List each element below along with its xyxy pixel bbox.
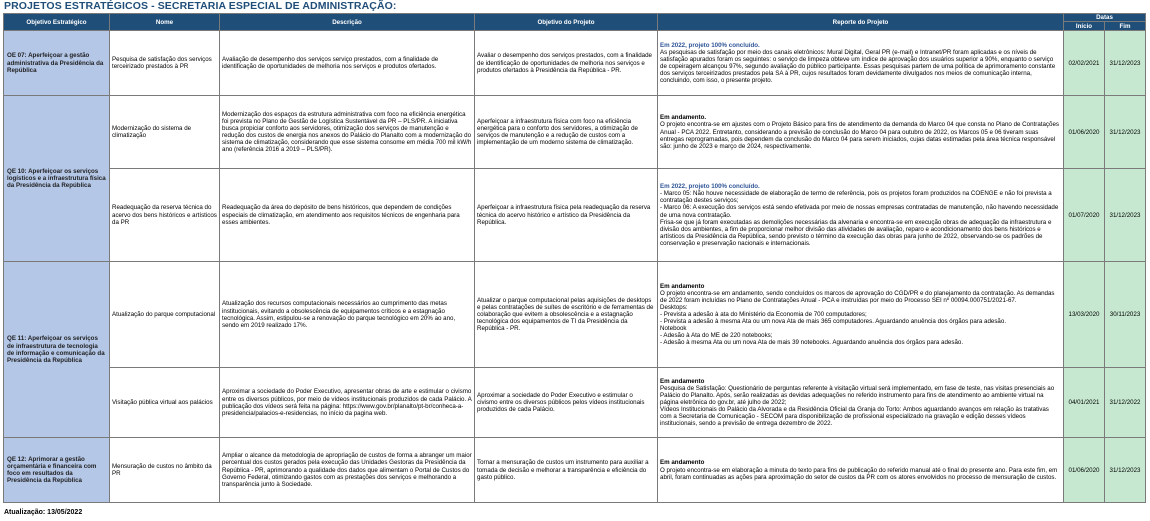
project-objective: Avaliar o desempenho dos serviços prestados, com a finalidade de identificação de oportunidades de melhoria nos serviços e produtos ofertados à Presidência da República - PR. (475, 31, 658, 96)
project-objective: Atualizar o parque computacional pelas aquisições de desktops e pelas contratações de suítes de escritório e de ferramentas de colaboração que evitem a obsolescência e a estagnação tecnológica dos equipamentos de TI da Presidência da República - PR. (475, 262, 658, 368)
project-objective: Aperfeiçoar a infraestrutura física com foco na eficiência energética para o conforto dos servidores, a otimização de serviços de manutenção e a redução de custos com a implementação de um moderno sistema de climatização. (475, 96, 658, 169)
project-name: Readequação da reserva técnica do acervo dos bens históricos e artísticos da PR (110, 169, 220, 262)
report-text: - Prevista a adesão à ata do Ministério da Economia de 700 computadores; (660, 311, 867, 319)
report-text: - Adesão à mesma Ata ou um nova Ata de mais 39 notebooks. Aguardando anuência dos órgãos para adesão. (660, 339, 964, 347)
report-status: Em andamento (660, 282, 705, 290)
project-description: Atualização dos recursos computacionais necessários ao cumprimento das metas institucionais, evitando a obsolescência de equipamentos críticos e a estagnação tecnológica. Assim, estipulou-se a renovação do parque tecnológico em 20% ao ano, sendo em 2019 realizado 17%. (220, 262, 475, 368)
project-report (658, 368, 1064, 438)
header-reporte: Reporte do Projeto (658, 14, 1064, 31)
start-date: 01/06/2020 (1064, 96, 1105, 169)
end-date: 31/12/2023 (1105, 169, 1146, 262)
report-text: Notebook (660, 325, 687, 333)
project-name: Visitação pública virtual aos palácios (110, 368, 220, 438)
update-footer: Atualização: 13/05/2022 (4, 509, 83, 516)
projects-table (3, 13, 1146, 503)
table-row (4, 96, 1146, 169)
report-status: Em andamento. (660, 114, 707, 122)
report-text: Desktops: (660, 303, 688, 311)
project-description: Modernização dos espaços da estrutura administrativa com foco na eficiência energética foi prevista no Plano de Gestão de Logística Sustentável da PR – PLS/PR. A iniciativa busca propiciar conforto aos servidores, otimização dos serviços de manutenção e redução dos custos de energia nos anexos do Palácio do Planalto com a modernização do sistema de climatização, considerando que esse sistema consome em média 700 mil kW/h ano (referência 2016 a 2019 – PLS/PR). (220, 96, 475, 169)
objective-cell: QE 12: Aprimorar a gestão orçamentária e financeira com foco em resultados da Presidência da República (4, 438, 110, 503)
project-description: Aproximar a sociedade do Poder Executivo, apresentar obras de arte e estimular o civismo entre os diversos públicos, por meio de vídeos institucionais produzidos de cada Palácio. A publicação dos vídeos será feita na página: https://www.gov.br/planalto/pt-br/conheca-a-presidencia/palacios-e-residencias, no início da pagina web. (220, 368, 475, 438)
objective-cell: QE 11: Aperfeiçoar os serviços de infraestrutura de tecnologia de informação e comunicação da Presidência da República (4, 262, 110, 438)
start-date: 04/01/2021 (1064, 368, 1105, 438)
project-objective: Aperfeiçoar a infraestrutura física pela readequação da reserva técnica do acervo histórico e artístico da Presidência da República. (475, 169, 658, 262)
project-description: Ampliar o alcance da metodologia de apropriação de custos de forma a abranger um maior percentual dos custos gerados pela execução das Unidades Gestoras da Presidência da República - PR, aprimorando a qualidade dos dados que alimentam o Portal de Custos do Governo Federal, otimizando gastos com as prestações dos serviços e melhorando a transparência junto à Sociedade. (220, 438, 475, 503)
project-name: Pesquisa de satisfação dos serviços terceirizado prestados à PR (110, 31, 220, 96)
table-row (4, 31, 1146, 96)
table-row (4, 368, 1146, 438)
header-descricao: Descrição (220, 14, 475, 31)
start-date: 02/02/2021 (1064, 31, 1105, 96)
project-report (658, 169, 1064, 262)
end-date: 30/11/2023 (1105, 262, 1146, 368)
report-text: Vídeos Institucionais do Palácio da Alvorada e da Residência Oficial da Granja do Torto: Ambos aguardando avanços em relação às tratativas com a Secretaria de Comunicação - SECOM para disponibilização de profissional especializado na gravação e edição desses vídeos institucionais, sendo a previsão de entrega dezembro de 2022. (660, 406, 1049, 428)
report-text: As pesquisas de satisfação por meio dos canais eletrônicos: Mural Digital, Geral PR (e-mail) e Intranet/PR foram aplicadas e os níveis de satisfação apurados foram os seguintes: o serviço de limpeza obteve um índice de aprovação dos usuários superior a 90%, enquanto o serviço de copeiragem alcançou 97%, segundo avaliação do público participante. Essas pesquisas partem de uma política de aprimoramento constante dos serviços terceirizados prestados pela SA à PR, cujos resultados foram devidamente divulgados nos meios de comunicação interna, concluindo, com isso, o presente projeto. (660, 48, 1056, 85)
project-name: Mensuração de custos no âmbito da PR (110, 438, 220, 503)
table-row (4, 169, 1146, 262)
report-status: Em andamento (660, 377, 705, 385)
project-name: Modernização do sistema de climatização (110, 96, 220, 169)
project-name: Atualização do parque computacional (110, 262, 220, 368)
report-text: Pesquisa de Satisfação: Questionário de perguntas referente à visitação virtual será implementado, em fase de teste, nas visitas presenciais ao Palácio do Planalto. Após, serão realizadas as devidas adequações no referido instrumento para fins de atendimento ao ambiente virtual na página eletrônica do gov.br, até julho de 2022; (660, 384, 1055, 407)
report-text: - Marco 05: Não houve necessidade de elaboração de termo de referência, pois os projetos foram produzidos na COENGE e não foi prevista a contratação destes serviços; (660, 190, 1052, 205)
header-datas: Datas (1064, 14, 1146, 22)
report-text: - Adesão à Ata do ME de 220 notebooks; (660, 332, 773, 340)
end-date: 31/12/2023 (1105, 96, 1146, 169)
project-objective: Aproximar a sociedade do Poder Executivo e estimular o civismo entre os diversos públicos pelos vídeos institucionais produzidos de cada Palácio. (475, 368, 658, 438)
objective-cell: OE 07: Aperfeiçoar a gestão administrativa da Presidência da República (4, 31, 110, 96)
project-report (658, 438, 1064, 503)
table-row (4, 438, 1146, 503)
header-objetivo-estrategico: Objetivo Estratégico (4, 14, 110, 31)
project-report (658, 262, 1064, 368)
report-status: Em 2022, projeto 100% concluído. (660, 183, 760, 191)
report-text: - Prevista a adesão à mesma Ata ou um nova Ata de mais 365 computadores. Aguardando anuência dos órgãos para adesão. (660, 318, 1007, 326)
project-description: Avaliação de desempenho dos serviços serviço prestados, com a finalidade de identificação de oportunidades de melhoria nos serviços e produtos ofertados. (220, 31, 475, 96)
header-fim: Fim (1105, 22, 1146, 31)
end-date: 31/12/2023 (1105, 438, 1146, 503)
report-text: Frisa-se que já foram executadas as demolições necessárias da alvenaria e encontra-se em execução obras de adequação da infraestrutura e divisão dos ambientes, a fim de proporcionar melhor divisão das atividades de avaliação, reparo e acondicionamento dos bens históricos e artísticos da Presidência da República, sendo previsto o término da execução das obras para junho de 2022, observando-se os padrões de conservação e preservação nacionais e internacionais. (660, 218, 1052, 247)
start-date: 13/03/2020 (1064, 262, 1105, 368)
objective-cell: QE 10: Aperfeiçoar os serviços logísticos e a infraestrutura física da Presidência da República (4, 96, 110, 262)
header-objetivo-projeto: Objetivo do Projeto (475, 14, 658, 31)
page-title: PROJETOS ESTRATÉGICOS - SECRETARIA ESPECIAL DE ADMINISTRAÇÃO: (4, 0, 397, 12)
end-date: 31/12/2023 (1105, 31, 1146, 96)
report-status: Em 2022, projeto 100% concluído. (660, 41, 760, 49)
header-nome: Nome (110, 14, 220, 31)
start-date: 01/07/2020 (1064, 169, 1105, 262)
report-text: O projeto encontra-se em ajustes com o Projeto Básico para fins de atendimento da demanda do Marco 04 que consta no Plano de Contratações Anual - PCA 2022. Entretanto, considerando a previsão de conclusão do Marco 04 para outubro de 2022, os Marcos 05 e 06 tiveram suas entregas reprogramadas, pois dependem da conclusão do Marco 04 para serem iniciados, cujas datas estimadas pela área técnica responsável são: junho de 2023 e março de 2024, respectivamente. (660, 121, 1059, 150)
report-text: - Marco 06: A execução dos serviços está sendo efetivada por meio de nossas empresas contratadas de manutenção, não havendo necessidade de uma nova contratação. (660, 204, 1059, 219)
end-date: 31/12/2022 (1105, 368, 1146, 438)
start-date: 01/06/2020 (1064, 438, 1105, 503)
header-inicio: Início (1064, 22, 1105, 31)
report-text: O projeto encontra-se em andamento, sendo concluídos os marcos de aprovação do CGD/PR e do planejamento da contratação. As demandas de 2022 foram incluídas no Plano de Contratações Anual - PCA e instruídas por meio do Processo SEI nº 00094.000751/2021-67. (660, 289, 1055, 304)
project-description: Readequação da área do depósito de bens históricos, que dependem de condições especiais de climatização, em atendimento aos requisitos técnicos de engenharia para esses ambientes. (220, 169, 475, 262)
report-status: Em andamento (660, 459, 705, 467)
report-text: O projeto encontra-se em elaboração a minuta do texto para fins de publicação do referido manual até o final do presente ano. Para este fim, em abril, foram continuadas as ações para aproximação do setor de custos da PR com os atores envolvidos no processo de mensuração de custos. (660, 466, 1058, 481)
project-objective: Tornar a mensuração de custos um instrumento para auxiliar a tomada de decisão e melhorar a transparência e eficiência do gasto público. (475, 438, 658, 503)
table-row (4, 262, 1146, 368)
project-report (658, 96, 1064, 169)
project-report (658, 31, 1064, 96)
